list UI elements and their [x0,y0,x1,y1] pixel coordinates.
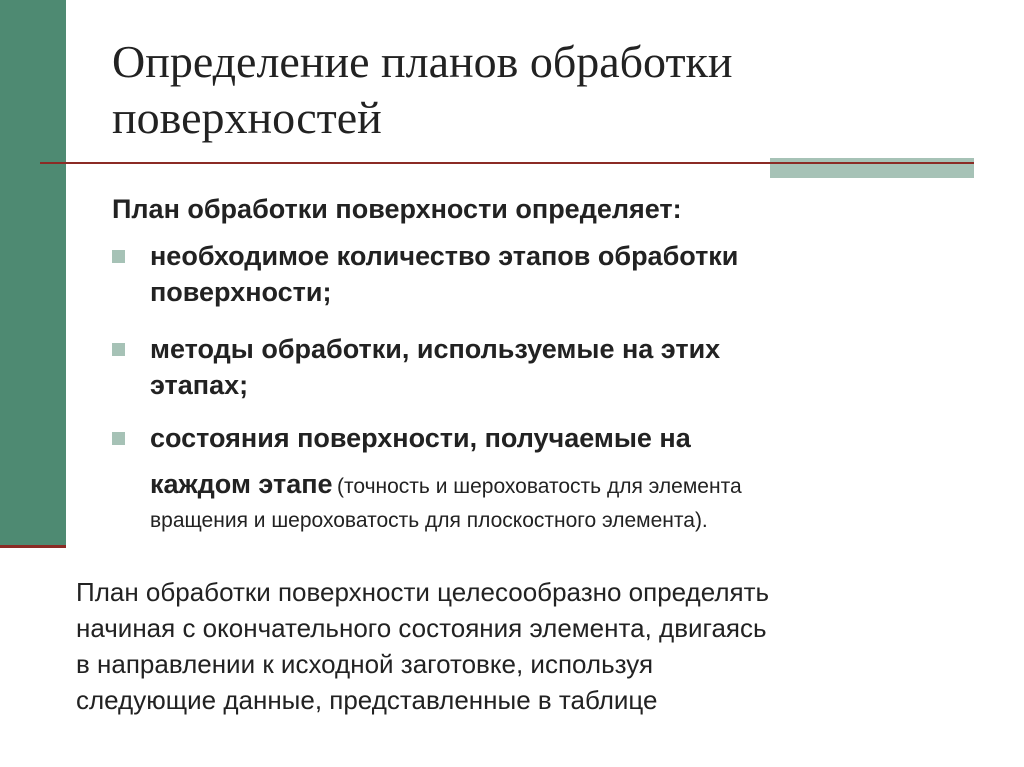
footer-paragraph [76,574,1006,718]
footer-line-4: следующие данные, представленные в таблице [76,685,658,715]
bullet-1-line-1: необходимое количество этапов обработки [150,241,739,271]
square-bullet-icon [112,343,125,356]
bullet-item-2 [112,331,932,403]
sidebar-accent-bar [0,0,66,545]
bullet-item-1 [112,238,932,310]
bullet-3-line-2-strong: каждом этапе [150,469,333,499]
bullet-3-line-2 [150,466,970,505]
lead-text: План обработки поверхности определяет: [112,194,682,224]
bullet-2-line-2: этапах; [150,370,249,400]
footer-line-2: начиная с окончательного состояния элемента, двигаясь [76,613,767,643]
bullet-2-line-1: методы обработки, используемые на этих [150,334,721,364]
slide-title-line-1: Определение планов обработки [112,36,733,87]
footer-line-3: в направлении к исходной заготовке, используя [76,649,654,679]
square-bullet-icon [112,432,125,445]
square-bullet-icon [112,250,125,263]
bullet-1-line-2: поверхности; [150,277,332,307]
footer-line-1: План обработки поверхности целесообразно определять [76,577,770,607]
bullet-3-note-line-2: вращения и шероховатость для плоскостного элемента). [150,509,708,532]
slide-title-line-2: поверхностей [112,92,382,143]
bullet-3-note-line-1: (точность и шероховатость для элемента [337,475,742,498]
slide-title [112,34,972,146]
title-rule [40,162,974,164]
sidebar-accent-underline [0,545,66,548]
title-rule-highlight [770,158,974,178]
bullet-3-line-1: состояния поверхности, получаемые на [150,423,691,453]
bullet-item-3 [112,420,932,456]
